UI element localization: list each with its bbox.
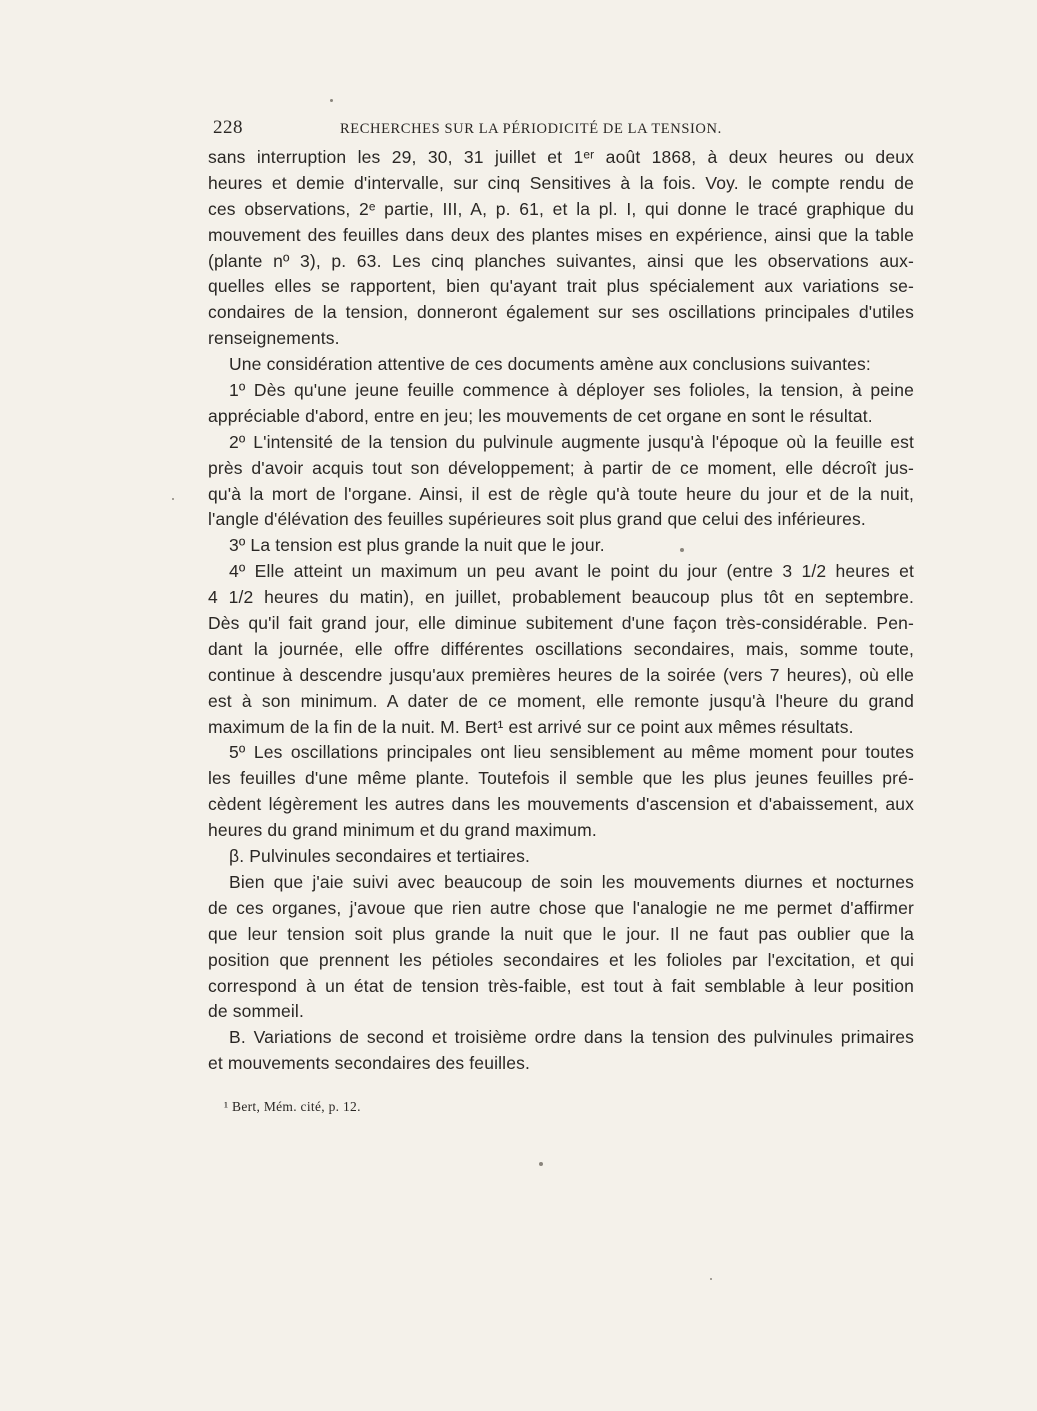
text-line: B. Variations de second et troisième ordre dans la tension des pulvinules primaires — [229, 1027, 914, 1048]
text-line: 4 1/2 heures du matin), en juillet, probablement beaucoup plus tôt en septembre. — [208, 587, 914, 608]
text-line: ces observations, 2ᵉ partie, III, A, p. 61, et la pl. I, qui donne le tracé graphique du — [208, 198, 914, 219]
text-line: 5º Les oscillations principales ont lieu sensiblement au même moment pour toutes — [229, 742, 914, 763]
text-line: les feuilles d'une même plante. Toutefois il semble que les plus jeunes feuilles pré- — [208, 768, 914, 789]
text-line: renseignements. — [208, 328, 340, 349]
text-line: maximum de la fin de la nuit. M. Bert¹ est arrivé sur ce point aux mêmes résultats. — [208, 716, 854, 737]
text-line: quelles elles se rapportent, bien qu'ayant trait plus spécialement aux variations se- — [208, 276, 914, 297]
text-line: continue à descendre jusqu'aux premières heures de la soirée (vers 7 heures), où elle — [208, 664, 914, 685]
text-line: condaires de la tension, donneront également sur ses oscillations principales d'utiles — [208, 302, 914, 323]
running-head: RECHERCHES SUR LA PÉRIODICITÉ DE LA TENSION. — [340, 121, 722, 137]
text-line: sans interruption les 29, 30, 31 juillet et 1ᵉʳ août 1868, à deux heures ou deux — [208, 147, 914, 167]
text-line: 4º Elle atteint un maximum un peu avant le point du jour (entre 3 1/2 heures et — [229, 561, 914, 582]
text-line: dant la journée, elle offre différentes oscillations secondaires, mais, somme toute, — [208, 638, 914, 659]
text-line: près d'avoir acquis tout son développement; à partir de ce moment, elle décroît jus- — [208, 457, 914, 478]
page-header — [213, 117, 893, 141]
text-line: Bien que j'aie suivi avec beaucoup de soin les mouvements diurnes et nocturnes — [229, 871, 914, 892]
text-line: Dès qu'il fait grand jour, elle diminue subitement d'une façon très-considérable. Pen- — [208, 613, 914, 634]
text-line: est à son minimum. A dater de ce moment, elle remonte jusqu'à l'heure du grand — [208, 690, 914, 711]
text-line: qu'à la mort de l'organe. Ainsi, il est de règle qu'à toute heure du jour et de la nuit, — [208, 483, 914, 504]
text-line: de ces organes, j'avoue que rien autre chose que l'analogie ne me permet d'affirmer — [208, 897, 914, 918]
text-line: heures et demie d'intervalle, sur cinq Sensitives à la fois. Voy. le compte rendu de — [208, 172, 914, 193]
text-line: 3º La tension est plus grande la nuit que le jour. — [229, 535, 605, 556]
text-line: (plante nº 3), p. 63. Les cinq planches suivantes, ainsi que les observations aux- — [208, 250, 914, 271]
page-number: 228 — [213, 117, 243, 138]
text-line: 2º L'intensité de la tension du pulvinule augmente jusqu'à l'époque où la feuille est — [229, 431, 914, 452]
text-line: appréciable d'abord, entre en jeu; les mouvements de cet organe en sont le résultat. — [208, 405, 873, 426]
text-line: mouvement des feuilles dans deux des plantes mises en expérience, ainsi que la table — [208, 224, 914, 245]
text-line: 1º Dès qu'une jeune feuille commence à déployer ses folioles, la tension, à peine — [229, 380, 914, 401]
text-line: β. Pulvinules secondaires et tertiaires. — [229, 846, 531, 867]
text-line: que leur tension soit plus grande la nuit que le jour. Il ne faut pas oublier que la — [208, 923, 914, 944]
text-line: position que prennent les pétioles secondaires et les folioles par l'excitation, et qui — [208, 949, 914, 970]
text-line: Une considération attentive de ces documents amène aux conclusions suivantes: — [229, 354, 871, 375]
text-line: et mouvements secondaires des feuilles. — [208, 1053, 530, 1074]
text-line: l'angle d'élévation des feuilles supérieures soit plus grand que celui des inférieures. — [208, 509, 866, 530]
body-text — [208, 145, 914, 1077]
text-line: correspond à un état de tension très-faible, est tout à fait semblable à leur position — [208, 975, 914, 996]
text-line: heures du grand minimum et du grand maximum. — [208, 820, 597, 841]
text-line: cèdent légèrement les autres dans les mouvements d'ascension et d'abaissement, aux — [208, 794, 914, 815]
footnote: ¹ Bert, Mém. cité, p. 12. — [224, 1099, 361, 1114]
text-line: de sommeil. — [208, 1001, 304, 1022]
